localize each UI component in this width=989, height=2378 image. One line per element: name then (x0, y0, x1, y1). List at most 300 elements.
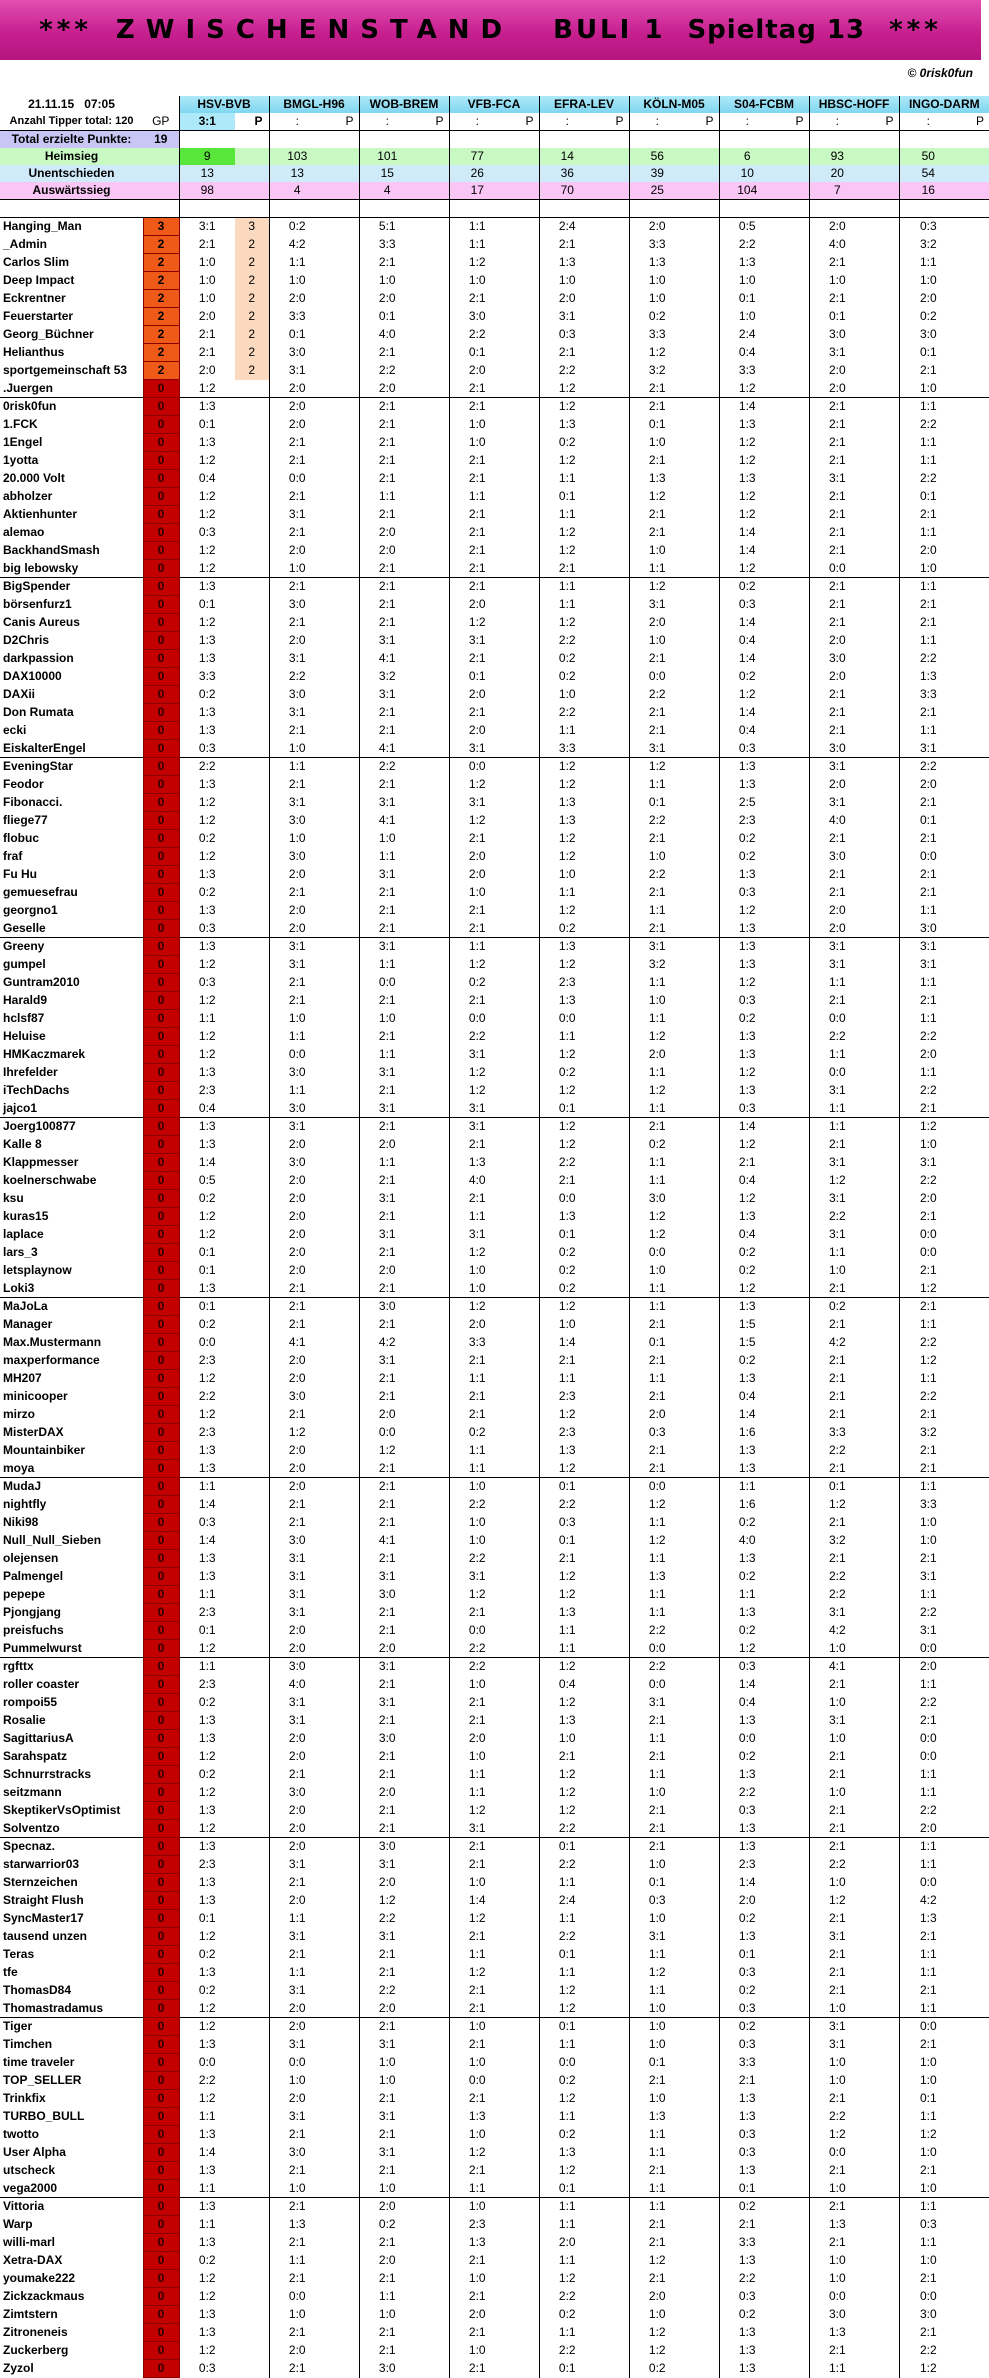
player-name: Feodor (3, 777, 44, 791)
player-name: Sarahspatz (3, 1749, 68, 1763)
tip-value: 1:3 (539, 812, 595, 830)
tip-value: 3:3 (449, 1334, 505, 1352)
tip-value: 2:2 (449, 1640, 505, 1658)
table-row (0, 866, 989, 884)
tipper-count: 120 (115, 115, 134, 127)
player-name: Harald9 (3, 993, 48, 1007)
tip-value: 1:3 (539, 794, 595, 812)
tip-value: 0:0 (629, 1676, 685, 1694)
tip-value: 0:3 (539, 326, 595, 344)
points-hsv-bvb (235, 1334, 269, 1352)
summary-value: 14 (539, 148, 595, 165)
match-result-3: : (449, 113, 505, 131)
tip-value: 1:1 (629, 1010, 685, 1028)
tip-value: 2:2 (899, 1028, 957, 1046)
tip-value: 2:1 (809, 290, 865, 308)
table-row (0, 1604, 989, 1622)
player-name: Fu Hu (3, 867, 37, 881)
tip-value: 3:0 (359, 2360, 415, 2378)
tip-value: 3:1 (449, 1118, 505, 1136)
table-row (0, 992, 989, 1010)
tip-value: 1:1 (629, 1586, 685, 1604)
tip-value: 2:1 (449, 290, 505, 308)
tip-value: 2:1 (359, 1748, 415, 1766)
match-p-header-7: P (885, 114, 894, 128)
summary-value: 13 (269, 165, 325, 182)
tip-value: 2:0 (449, 1316, 505, 1334)
points-hsv-bvb (235, 956, 269, 974)
tip-value: 3:1 (359, 794, 415, 812)
tip-value: 3:1 (269, 506, 325, 524)
tip-value: 2:1 (359, 1766, 415, 1784)
tip-value: 1:0 (269, 2072, 325, 2090)
tip-value: 0:3 (719, 1658, 775, 1676)
tip-value: 0:1 (629, 1334, 685, 1352)
tip-value: 3:1 (269, 650, 325, 668)
tip-value: 1:0 (449, 2270, 505, 2288)
tip-value: 1:4 (719, 1118, 775, 1136)
tipper-count-label (0, 113, 143, 131)
tip-value: 0:4 (719, 344, 775, 362)
tip-value: 1:1 (899, 1838, 957, 1856)
tip-value: 2:0 (449, 848, 505, 866)
tip-value: 1:0 (629, 2090, 685, 2108)
summary-value: 56 (629, 148, 685, 165)
tip-value: 3:1 (269, 1550, 325, 1568)
points-hsv-bvb: 2 (235, 290, 269, 308)
tip-value: 2:0 (809, 632, 865, 650)
tip-value: 0:2 (539, 1064, 595, 1082)
summary-value: 25 (629, 182, 685, 200)
tip-value: 1:0 (449, 1262, 505, 1280)
tip-value: 4:0 (809, 236, 865, 254)
tip-value: 1:1 (899, 722, 957, 740)
tip-value: 2:1 (359, 434, 415, 452)
points-hsv-bvb (235, 1694, 269, 1712)
tip-value: 1:3 (719, 1028, 775, 1046)
gp-value: 0 (143, 884, 179, 902)
tip-value: 2:0 (269, 1640, 325, 1658)
tip-value: 1:0 (809, 1694, 865, 1712)
tip-value: 1:0 (449, 1532, 505, 1550)
points-hsv-bvb (235, 1730, 269, 1748)
table-row (0, 1064, 989, 1082)
match-result-0: 3:1 (179, 113, 235, 131)
gp-value: 0 (143, 1028, 179, 1046)
tip-value: 3:1 (449, 740, 505, 758)
tip-value: 0:1 (629, 794, 685, 812)
table-row (0, 1262, 989, 1280)
match-header-vfb-fca: VFB-FCA (449, 96, 539, 113)
tip-value: 2:1 (359, 2234, 415, 2252)
table-row (0, 2054, 989, 2072)
tip-value: 2:1 (359, 1118, 415, 1136)
points-hsv-bvb (235, 1442, 269, 1460)
tip-value: 1:0 (359, 2054, 415, 2072)
tip-hsv-bvb: 0:1 (179, 1298, 235, 1316)
tip-value: 4:2 (269, 236, 325, 254)
tip-value: 2:1 (359, 1820, 415, 1838)
tip-value: 2:1 (359, 1370, 415, 1388)
tip-value: 1:0 (449, 2018, 505, 2036)
tip-value: 2:1 (719, 1154, 775, 1172)
tip-value: 1:1 (449, 488, 505, 506)
tip-value: 2:1 (629, 1442, 685, 1460)
player-name: hclsf87 (3, 1011, 45, 1025)
gp-value: 2 (143, 362, 179, 380)
tip-value: 3:0 (269, 1064, 325, 1082)
table-row (0, 1766, 989, 1784)
tip-value: 1:2 (629, 1532, 685, 1550)
tip-value: 1:5 (719, 1316, 775, 1334)
tip-value: 1:3 (719, 1046, 775, 1064)
title-main: ZWISCHENSTAND (115, 15, 514, 45)
tip-value: 2:1 (629, 506, 685, 524)
tip-value: 1:0 (539, 1316, 595, 1334)
tip-value: 2:0 (269, 542, 325, 560)
points-hsv-bvb (235, 1856, 269, 1874)
tip-value: 1:1 (899, 632, 957, 650)
tip-hsv-bvb: 1:1 (179, 1478, 235, 1496)
tip-value: 2:1 (809, 254, 865, 272)
tip-value: 0:1 (359, 308, 415, 326)
gp-value: 0 (143, 2054, 179, 2072)
tip-value: 3:1 (269, 1694, 325, 1712)
tip-value: 2:2 (809, 1586, 865, 1604)
player-name: Mountainbiker (3, 1443, 86, 1457)
gp-value: 0 (143, 416, 179, 434)
player-name: tausend unzen (3, 1929, 88, 1943)
tip-hsv-bvb: 2:3 (179, 1424, 235, 1442)
gp-value: 0 (143, 1838, 179, 1856)
tip-value: 1:1 (899, 1946, 957, 1964)
tip-value: 2:1 (629, 2270, 685, 2288)
tip-value: 0:0 (539, 1010, 595, 1028)
tip-value: 2:1 (359, 884, 415, 902)
tip-value: 4:0 (269, 1676, 325, 1694)
tip-value: 1:3 (719, 956, 775, 974)
tip-value: 1:2 (539, 380, 595, 398)
player-name: minicooper (3, 1389, 68, 1403)
tip-value: 2:1 (719, 2072, 775, 2090)
summary-label: Heimsieg (0, 148, 143, 165)
tip-value: 1:2 (629, 488, 685, 506)
player-name: EveningStar (0, 758, 143, 776)
tip-value: 1:1 (539, 884, 595, 902)
tip-value: 1:2 (539, 830, 595, 848)
summary-value: 7 (809, 182, 865, 200)
tip-value: 2:2 (539, 1496, 595, 1514)
tip-value: 2:1 (899, 794, 957, 812)
tip-value: 1:0 (449, 884, 505, 902)
tip-value: 1:2 (719, 686, 775, 704)
table-row (0, 2108, 989, 2126)
tip-value: 3:0 (269, 1388, 325, 1406)
player-name: fraf (3, 849, 23, 863)
tip-value: 1:0 (809, 2072, 865, 2090)
player-name: Specnaz. (0, 1838, 143, 1856)
tip-value: 1:2 (449, 956, 505, 974)
tip-value: 0:0 (629, 668, 685, 686)
player-name: laplace (3, 1227, 44, 1241)
points-hsv-bvb (235, 1658, 269, 1676)
table-row (0, 1964, 989, 1982)
tip-value: 2:1 (809, 398, 865, 416)
player-name: Greeny (0, 938, 143, 956)
player-name: EiskalterEngel (3, 740, 86, 755)
tip-value: 1:0 (359, 830, 415, 848)
tip-value: 1:2 (449, 1802, 505, 1820)
tip-value: 3:0 (809, 740, 865, 758)
tip-value: 2:1 (719, 2216, 775, 2234)
gp-value: 0 (143, 1280, 179, 1298)
tip-value: 2:1 (809, 884, 865, 902)
tip-value: 1:3 (719, 254, 775, 272)
tip-value: 2:2 (629, 1658, 685, 1676)
tip-value: 3:1 (359, 1658, 415, 1676)
tip-value: 3:3 (899, 1496, 957, 1514)
tip-hsv-bvb: 1:1 (179, 2108, 235, 2126)
tip-value: 1:2 (719, 434, 775, 452)
table-row (0, 1370, 989, 1388)
points-hsv-bvb (235, 2216, 269, 2234)
tip-hsv-bvb: 1:2 (179, 1640, 235, 1658)
points-hsv-bvb (235, 2054, 269, 2072)
tip-hsv-bvb: 1:2 (179, 1046, 235, 1064)
header-row-matches (0, 96, 989, 113)
tip-value: 0:0 (809, 1010, 865, 1028)
player-name: 1Engel (3, 435, 43, 449)
tip-value: 3:1 (269, 1604, 325, 1622)
points-hsv-bvb (235, 866, 269, 884)
table-row (0, 884, 989, 902)
tip-value: 1:1 (629, 1946, 685, 1964)
tip-hsv-bvb: 1:3 (179, 2036, 235, 2054)
tip-value: 1:3 (539, 2144, 595, 2162)
tip-value: 1:2 (449, 2144, 505, 2162)
player-name: tfe (3, 1965, 18, 1979)
tip-value: 2:2 (809, 1568, 865, 1586)
points-hsv-bvb (235, 920, 269, 938)
tip-value: 2:1 (899, 1298, 957, 1316)
tip-value: 3:2 (629, 362, 685, 380)
tip-hsv-bvb: 0:3 (179, 524, 235, 542)
tip-value: 2:1 (449, 1856, 505, 1874)
tip-value: 1:1 (629, 1982, 685, 2000)
table-row (0, 1028, 989, 1046)
tip-value: 1:2 (719, 452, 775, 470)
tip-value: 1:6 (719, 1424, 775, 1442)
player-name: 0risk0fun (0, 398, 143, 416)
table-row (0, 1532, 989, 1550)
tip-value: 1:0 (449, 1874, 505, 1892)
tip-value: 1:1 (359, 488, 415, 506)
tip-value: 0:1 (899, 812, 957, 830)
player-name: Georg_Büchner (3, 327, 94, 341)
tip-value: 1:2 (719, 1136, 775, 1154)
gp-value: 0 (143, 1046, 179, 1064)
gp-value: 2 (143, 308, 179, 326)
points-hsv-bvb (235, 758, 269, 776)
tip-value: 1:1 (629, 1280, 685, 1298)
table-row (0, 830, 989, 848)
tip-value: 1:2 (629, 1964, 685, 1982)
gp-value: 0 (143, 506, 179, 524)
tip-hsv-bvb: 0:2 (179, 2252, 235, 2270)
tip-value: 0:2 (449, 974, 505, 992)
player-name: Thomastradamus (3, 2000, 104, 2015)
tip-value: 1:3 (719, 1712, 775, 1730)
points-hsv-bvb (235, 1280, 269, 1298)
tip-value: 3:1 (629, 1694, 685, 1712)
tip-value: 2:1 (269, 2270, 325, 2288)
tip-value: 2:2 (539, 704, 595, 722)
tip-value: 2:1 (359, 1622, 415, 1640)
tip-value: 2:0 (629, 1406, 685, 1424)
tip-hsv-bvb: 1:0 (179, 290, 235, 308)
tip-hsv-bvb: 1:3 (179, 704, 235, 722)
tip-value: 1:1 (449, 1370, 505, 1388)
tip-value: 1:2 (539, 776, 595, 794)
tip-value: 2:1 (539, 1550, 595, 1568)
tip-value: 0:0 (899, 1640, 957, 1658)
tip-value: 2:0 (719, 1892, 775, 1910)
tip-value: 3:0 (269, 2144, 325, 2162)
tip-value: 0:3 (899, 2216, 957, 2234)
gp-header: GP (152, 114, 170, 128)
summary-value: 54 (899, 165, 957, 182)
tip-value: 1:3 (449, 1154, 505, 1172)
tip-value: 3:1 (359, 1226, 415, 1244)
points-hsv-bvb (235, 1586, 269, 1604)
tip-value: 3:0 (359, 1730, 415, 1748)
tip-value: 1:1 (539, 2036, 595, 2054)
points-hsv-bvb (235, 1946, 269, 1964)
tip-value: 0:1 (539, 1532, 595, 1550)
player-name: big lebowsky (3, 560, 79, 575)
summary-value: 6 (719, 148, 775, 165)
tip-value: 2:2 (449, 1658, 505, 1676)
player-name: SyncMaster17 (3, 1911, 84, 1925)
table-row (0, 1136, 989, 1154)
tip-value: 1:2 (629, 344, 685, 362)
tip-value: 2:1 (899, 614, 957, 632)
player-name: Ihrefelder (3, 1065, 58, 1079)
tip-hsv-bvb: 1:3 (179, 578, 235, 596)
tip-value: 1:1 (899, 1766, 957, 1784)
tip-value: 2:0 (899, 1820, 957, 1838)
tip-value: 3:2 (629, 956, 685, 974)
tip-hsv-bvb: 1:3 (179, 1712, 235, 1730)
gp-value: 0 (143, 1082, 179, 1100)
gp-value: 0 (143, 1820, 179, 1838)
tip-value: 2:1 (809, 1676, 865, 1694)
tip-value: 1:2 (629, 1208, 685, 1226)
tip-hsv-bvb: 1:3 (179, 1064, 235, 1082)
tip-value: 2:2 (899, 1604, 957, 1622)
tip-value: 3:1 (899, 740, 957, 758)
tip-value: 0:2 (629, 2360, 685, 2378)
player-name: gemuesefrau (3, 885, 78, 899)
match-p-header-2: P (435, 114, 444, 128)
gp-value: 0 (143, 1892, 179, 1910)
tip-value: 2:2 (359, 1910, 415, 1928)
tip-hsv-bvb: 2:1 (179, 236, 235, 254)
tip-value: 3:1 (269, 2108, 325, 2126)
tip-hsv-bvb: 1:2 (179, 380, 235, 398)
points-hsv-bvb: 2 (235, 326, 269, 344)
tip-value: 2:0 (629, 2288, 685, 2306)
tip-value: 2:0 (269, 1190, 325, 1208)
tip-value: 0:0 (809, 560, 865, 578)
player-name: Sternzeichen (3, 1875, 78, 1889)
tip-value: 1:3 (539, 1604, 595, 1622)
player-name: Don Rumata (3, 705, 74, 719)
tip-value: 0:0 (629, 1478, 685, 1496)
gp-value: 0 (143, 1316, 179, 1334)
tip-value: 1:3 (719, 1820, 775, 1838)
summary-value: 13 (179, 165, 235, 182)
tip-value: 1:1 (899, 524, 957, 542)
tip-value: 0:3 (719, 884, 775, 902)
tip-value: 3:2 (809, 1532, 865, 1550)
tip-value: 1:3 (719, 1550, 775, 1568)
table-row (0, 1334, 989, 1352)
tip-value: 1:2 (539, 2162, 595, 2180)
tip-value: 0:0 (629, 1640, 685, 1658)
tip-value: 0:2 (719, 1352, 775, 1370)
tip-value: 0:2 (719, 1748, 775, 1766)
tip-value: 0:1 (539, 1838, 595, 1856)
tip-value: 2:2 (359, 758, 415, 776)
tip-value: 1:2 (449, 1964, 505, 1982)
tip-value: 3:1 (359, 1568, 415, 1586)
tip-value: 0:4 (719, 1694, 775, 1712)
player-name: Niki98 (3, 1515, 39, 1529)
gp-value: 0 (143, 1100, 179, 1118)
tip-value: 1:0 (269, 1010, 325, 1028)
gp-value: 0 (143, 1928, 179, 1946)
points-hsv-bvb (235, 488, 269, 506)
gp-value: 0 (143, 1298, 179, 1316)
tip-value: 2:1 (809, 524, 865, 542)
match-result-7: : (809, 113, 865, 131)
gp-value: 0 (143, 1586, 179, 1604)
player-name: 1yotta (3, 453, 39, 467)
tip-value: 2:0 (629, 1046, 685, 1064)
tip-value: 1:2 (809, 1496, 865, 1514)
tip-value: 2:2 (809, 2108, 865, 2126)
player-name: pepepe (3, 1587, 46, 1601)
tip-value: 0:0 (899, 2018, 957, 2036)
tip-value: 1:2 (539, 614, 595, 632)
table-row (0, 254, 989, 272)
tip-value: 2:2 (899, 1334, 957, 1352)
tip-hsv-bvb: 3:3 (179, 668, 235, 686)
player-name: Trinkfix (3, 2091, 46, 2105)
summary-value: 104 (719, 182, 775, 200)
tip-value: 1:0 (449, 1748, 505, 1766)
player-name: abholzer (3, 489, 53, 503)
tip-value: 1:0 (629, 290, 685, 308)
tip-value: 0:2 (539, 1280, 595, 1298)
tip-value: 2:0 (359, 1262, 415, 1280)
summary-value: 39 (629, 165, 685, 182)
tip-value: 1:3 (719, 2108, 775, 2126)
points-hsv-bvb (235, 2234, 269, 2252)
tip-value: 1:0 (449, 1514, 505, 1532)
tip-value: 0:0 (269, 1046, 325, 1064)
